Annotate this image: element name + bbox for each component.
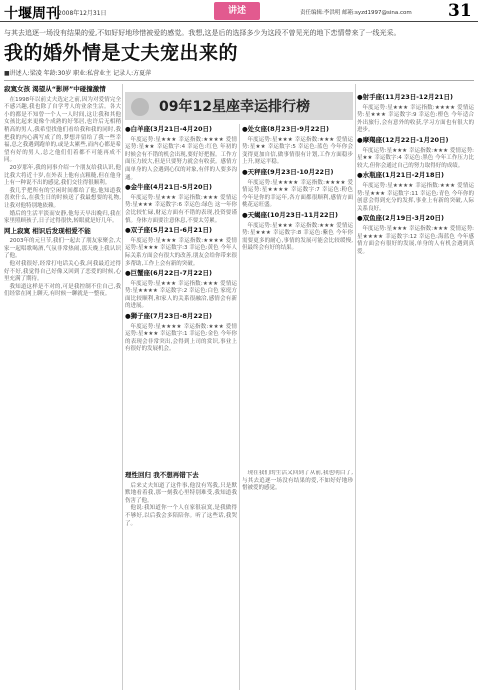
article-title: 我的婚外情是丈夫宠出来的 — [4, 42, 239, 64]
article-column-2 — [125, 470, 237, 690]
horoscope-banner — [125, 92, 353, 120]
paragraph: 我几乎把所有的空闲时间都给了他,他知道我喜欢什么,在我生日的时候送了我最想要的礼物,让我对他特别地依赖。 — [4, 187, 121, 209]
publication-name: 十堰周刊 — [4, 6, 60, 22]
zodiac-heading: ●金牛座(4月21日-5月20日) — [125, 183, 212, 192]
section-heading: 理性回归 我不想再错下去 — [125, 471, 199, 479]
zodiac-text: 年度运势:星★★★ 幸运指数:★★★★ 爱情运势:星★★★ 幸运数字:3 幸运色:黄色 今年人际关系方面会有很大的改善,朋友会给你带来很多帮助,工作上会有新的突破。 — [125, 237, 237, 267]
paragraph: 2003年的元旦节,我们一起去了朋友家聚会,大家一起唱歌喝酒,气氛非常热闹,那天晚上我认识了他。 — [4, 238, 121, 260]
paragraph: 20岁那年,我的同事介绍一个朋友给我认识,他比我大将近十岁,在外表上他有点粗糙,但在他身上有一种说不出的感觉,我们交往得很顺利。 — [4, 164, 121, 187]
zodiac-text: 年度运势:星★★★★ 幸运指数:★★★ 爱情运势:星★★★ 幸运数字:1 幸运色:金色 今年你的表现会非常突出,会得到上司的赏识,事业上有很好的发展机会。 — [125, 323, 237, 353]
paragraph: 他对我很好,经常打电话关心我,问我最近过得好不好,我觉得自己好像又回到了恋爱的时候,心里充满了期待。 — [4, 261, 121, 283]
section-heading: 寂寞女孩 渴望从“影屏”中碰撞激情 — [4, 85, 106, 93]
zodiac-heading: ●双鱼座(2月19日-3月20日) — [357, 214, 444, 223]
editor-info: 责任编辑:李洪明 邮箱:syzd1997@sina.com — [300, 10, 412, 16]
zodiac-heading: ●射手座(11月23日-12月21日) — [357, 93, 453, 101]
article-column-1 — [4, 84, 121, 690]
paragraph: 在1998年以前丈夫选定之前,因为对爱情完全不感兴趣,我也除了自学考人的业余生活。各大小的都是不知曾一个人一人时间,这让我和其他女孩比起来更像个成熟的好邻居,也许后无相稍稍高的男人,我希望找他们看给我和我的同时,我把我的内心满写成了的,梦想并留给了我一些幸福,总之我遇到跑单的,或是太累些,而内心都是希望有好的男人,总之他们们着都不可能再成不同。 — [4, 96, 121, 164]
zodiac-heading: ●巨蟹座(6月22日-7月22日) — [125, 269, 212, 278]
column-divider — [122, 84, 123, 690]
section-heading: 网上寂寞 相识后发现相爱不能 — [4, 226, 91, 235]
page-number: 31 — [448, 1, 472, 21]
horoscope-title: 09年12星座幸运排行榜 — [159, 99, 310, 115]
zodiac-illustration — [131, 98, 149, 116]
zodiac-text: 年度运势:星★★★ 幸运指数:★★★ 爱情运势:星★★ 幸运数字:4 幸运色:黑色 今年工作压力比较大,但你会通过自己的努力取得好的成绩。 — [357, 147, 474, 169]
article-column-3 — [242, 470, 353, 690]
horoscope-column-3 — [357, 92, 474, 690]
zodiac-text: 年度运势:星★★★ 幸运指数:★★★ 爱情运势:星★★★★ 幸运数字:12 幸运色:海蓝色 今年感情方面会有很好的发展,单身的人有机会遇到真爱。 — [357, 225, 474, 255]
paragraph: 我知道这样是不对的,可是我控制不住自己,我们经常在网上聊天,有时候一聊就是一整夜。 — [4, 283, 121, 298]
zodiac-text: 年度运势:星★★★ 幸运指数:★★★★ 爱情运势:星★★★ 幸运数字:9 幸运色:橙色 今年适合外出旅行,会有意外的收获,学习方面也有很大的进步。 — [357, 104, 474, 134]
zodiac-heading: ●双子座(5月21日-6月21日) — [125, 226, 212, 235]
zodiac-heading: ●水瓶座(1月21日-2月18日) — [357, 171, 444, 180]
divider — [4, 80, 474, 81]
zodiac-text: 年度运势:星★★★ 幸运指数:★★★★ 爱情运势:星★★ 幸运数字:4 幸运色:红色 年初的时候会有不错的机会出现,要好好把握。工作方面压力较大,但是只要努力就会有收获。感情方面单身的人会遇到心仪的对象,有伴的人要多沟通。 — [125, 136, 237, 181]
article-byline: ■讲述人:梁凌 年龄:30岁 职业:私营业主 记录人:方夏萍 — [4, 70, 152, 77]
zodiac-text: 年度运势:星★★★ 幸运指数:★★★ 爱情运势:星★★ 幸运数字:5 幸运色:蓝色 今年你会变得更加自信,做事情很有计划,工作方面稳步上升,财运平稳。 — [242, 136, 353, 166]
zodiac-heading: ●天秤座(9月23日-10月22日) — [242, 167, 334, 176]
zodiac-heading: ●天蝎座(10月23日-11月22日) — [242, 210, 338, 219]
section-tag: 讲述 — [214, 2, 260, 20]
paragraph: 后来丈夫知道了这件事,他没有骂我,只是默默地看着我,那一刻我心里特别难受,我知道我伤害了他。 — [125, 482, 237, 504]
page-header — [0, 0, 478, 22]
zodiac-heading: ●狮子座(7月23日-8月22日) — [125, 312, 212, 321]
column-divider — [355, 84, 356, 690]
paragraph: 婚后的生活平淡而安静,他每天早出晚归,我在家里照顾孩子,日子过得很快,转眼就是好几年。 — [4, 210, 121, 225]
issue-date: 2008年12月31日 — [58, 10, 107, 17]
zodiac-text: 年度运势:星★★★ 幸运指数:★★★ 爱情运势:星★★★ 幸运数字:6 幸运色:绿色 这一年你会比较忙碌,财运方面有不错的表现,投资要谨慎。身体方面要注意休息,不要太劳累。 — [125, 194, 237, 224]
zodiac-text: 年度运势:星★★★ 幸运指数:★★★ 爱情运势:星★★★★ 幸运数字:2 幸运色:白色 家庭方面比较顺利,和家人的关系很融洽,感情会有新的进展。 — [125, 280, 237, 310]
zodiac-text: 年度运势:星★★★★ 幸运指数:★★★ 爱情运势:星★★★ 幸运数字:11 幸运色:青色 今年你的创意会得到充分的发挥,事业上有新的突破,人际关系良好。 — [357, 182, 474, 212]
zodiac-text: 年度运势:星★★★★ 幸运指数:★★★★ 爱情运势:星★★★★ 幸运数字:7 幸运色:粉色 今年是你的幸运年,各方面都很顺利,感情方面桃花运旺盛。 — [242, 179, 353, 209]
zodiac-heading: ●白羊座(3月21日-4月20日) — [125, 125, 212, 133]
zodiac-text: 年度运势:星★★★ 幸运指数:★★★ 爱情运势:星★★★ 幸运数字:8 幸运色:紫色 今年你需要更多的耐心,事情的发展可能会比较缓慢,但最终会有好的结果。 — [242, 222, 353, 252]
article-lead: 与其去追逐一场没有结果的爱,不如好好地珍惜被爱的感觉。我想,这是后的选择多少为这段不曾见光的地下恋情带来了一线光采。 — [4, 29, 401, 37]
zodiac-heading: ●摩羯座(12月22日-1月20日) — [357, 135, 449, 144]
horoscope-column-2 — [242, 124, 353, 466]
paragraph: 现在我们的生活又回到了从前,我也明白了,与其去追逐一场没有结果的爱,不如好好地珍惜被爱的感觉。 — [242, 470, 353, 492]
paragraph: 他说:我知道你一个人在家很寂寞,是我做得不够好,以后我会多陪陪你。听了这些话,我哭了。 — [125, 505, 237, 527]
horoscope-column-1 — [125, 124, 237, 466]
zodiac-heading: ●处女座(8月23日-9月22日) — [242, 125, 329, 133]
column-divider — [239, 124, 240, 690]
